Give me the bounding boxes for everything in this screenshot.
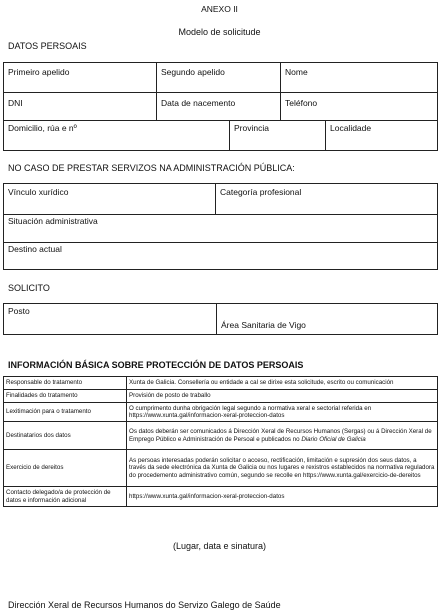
label-categoria: Categoría profesional [220, 187, 302, 197]
section-solicito: SOLICITO [8, 283, 50, 293]
dp-key: Contacto delegado/a de protección de datos e información adicional [4, 487, 127, 507]
dp-value: Provisión de posto de traballo [127, 390, 438, 403]
label-vinculo: Vínculo xurídico [8, 187, 69, 197]
field-localidade[interactable] [325, 120, 437, 150]
dp-value [127, 422, 438, 450]
signature-line: (Lugar, data e sinatura) [172, 541, 267, 551]
field-situacion[interactable] [4, 214, 437, 242]
admin-data-box [3, 183, 438, 270]
form-title: Modelo de solicitude [178, 27, 261, 37]
field-data-nacemento[interactable] [156, 92, 280, 120]
dp-value: Xunta de Galicia. Consellería ou entidade a cal se dirixe esta solicitude, escrito ou comunicación [127, 377, 438, 390]
dp-value: https://www.xunta.gal/informacion-xeral-proteccion-datos [127, 487, 438, 507]
label-data-nacemento: Data de nacemento [161, 98, 236, 108]
footer-text: Dirección Xeral de Recursos Humanos do Servizo Galego de Saúde [8, 600, 281, 610]
field-segundo-apelido[interactable] [156, 63, 280, 92]
label-provincia: Provincia [234, 123, 269, 133]
section-proteccion-datos: INFORMACIÓN BÁSICA SOBRE PROTECCIÓN DE DATOS PERSOAIS [8, 360, 304, 370]
label-telefono: Teléfono [285, 98, 318, 108]
field-nome[interactable] [280, 63, 437, 92]
label-segundo-apelido: Segundo apelido [161, 67, 225, 77]
data-protection-table [3, 376, 438, 507]
solicito-box [3, 303, 438, 335]
label-nome: Nome [285, 67, 308, 77]
dp-value-text: Os datos deberán ser comunicados á Dirección Xeral de Recursos Humanos (Sergas) ou á Dirección Xeral de Emprego Público e Administración de Persoal e publicados no [129, 428, 432, 443]
field-dni[interactable] [4, 92, 156, 120]
personal-data-box [3, 62, 438, 151]
label-destino: Destino actual [8, 244, 62, 254]
table-row [4, 450, 438, 487]
field-area[interactable] [216, 304, 437, 334]
dp-key: Exercicio de dereitos [4, 450, 127, 487]
field-provincia[interactable] [229, 120, 325, 150]
label-posto: Posto [8, 306, 30, 316]
label-area: Área Sanitaria de Vigo [221, 320, 306, 330]
table-row [4, 377, 438, 390]
section-datos-persoais: DATOS PERSOAIS [8, 41, 87, 51]
field-posto[interactable] [4, 304, 216, 334]
dp-value: As persoas interesadas poderán solicitar o acceso, rectificación, limitación e supresión dos seus datos, a través da sede electrónica da Xunta de Galicia ou nos lugares e rexistros establecidos na normativa reguladora do procedemento administrativo común, segundo se recolle en https://www.xunta.gal/exercicio-de-dereitos [127, 450, 438, 487]
table-row [4, 390, 438, 403]
dp-value: O cumprimento dunha obrigación legal segundo a normativa xeral e sectorial referida en https://www.xunta.gal/informacion-xeral-proteccion-datos [127, 403, 438, 422]
field-vinculo[interactable] [4, 184, 215, 214]
label-situacion: Situación administrativa [8, 216, 98, 226]
table-row [4, 487, 438, 507]
label-localidade: Localidade [330, 123, 372, 133]
dp-key: Responsable do tratamento [4, 377, 127, 390]
field-primeiro-apelido[interactable] [4, 63, 156, 92]
table-row [4, 422, 438, 450]
field-domicilio[interactable] [4, 120, 229, 150]
dp-value-italic: Diario Oficial de Galicia [301, 435, 366, 443]
field-categoria[interactable] [215, 184, 437, 214]
label-primeiro-apelido: Primeiro apelido [8, 67, 70, 77]
table-row [4, 403, 438, 422]
label-domicilio: Domicilio, rúa e nº [8, 123, 77, 133]
label-dni: DNI [8, 98, 23, 108]
field-telefono[interactable] [280, 92, 437, 120]
dp-key: Lexitimación para o tratamento [4, 403, 127, 422]
dp-key: Destinatarios dos datos [4, 422, 127, 450]
section-administracion: NO CASO DE PRESTAR SERVIZOS NA ADMINISTRACIÓN PÚBLICA: [8, 163, 295, 173]
annex-label: ANEXO II [201, 4, 238, 14]
dp-key: Finalidades do tratamento [4, 390, 127, 403]
field-destino[interactable] [4, 242, 437, 269]
